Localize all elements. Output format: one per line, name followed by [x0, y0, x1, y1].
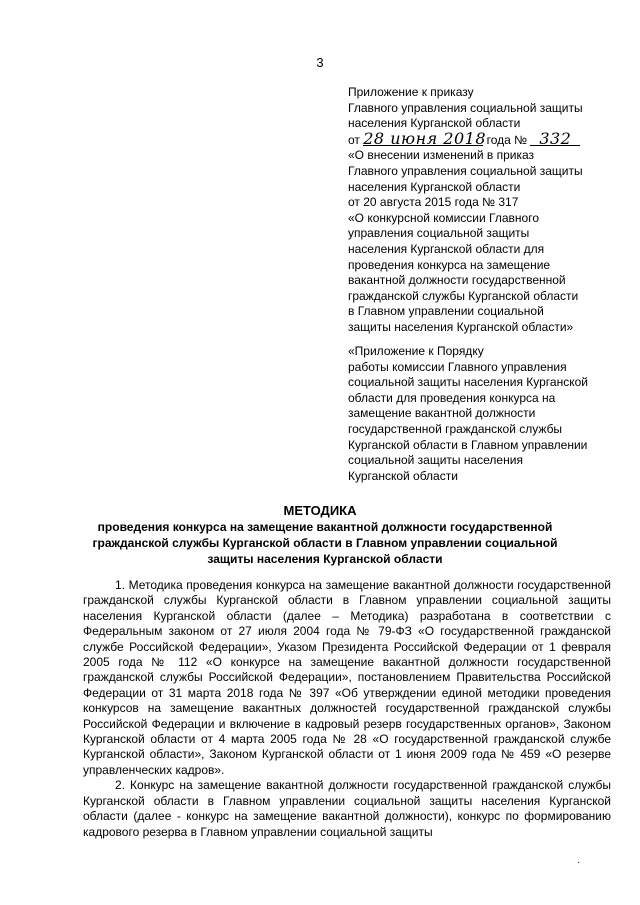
page-number: 3 [316, 55, 324, 70]
appendix2-line: области для проведения конкурса на [348, 390, 556, 405]
scan-speck: · [577, 857, 581, 868]
appendix-header [348, 85, 618, 336]
appendix2-line: Курганской области [348, 468, 458, 483]
appendix-to-order [348, 344, 618, 484]
appendix-line: «О внесении изменений в приказ [348, 148, 534, 163]
handwritten-date: 28 июня 2018 [363, 128, 487, 148]
document-title: МЕТОДИКА [283, 503, 357, 518]
document-body [83, 578, 611, 840]
appendix-line: населения Курганской области [348, 179, 521, 194]
paragraph: 1. Методика проведения конкурса на замещение вакантной должности государственной гражданской службы Курганской области в Главном управлении социальной защиты населения Курганской области (далее – Методика) разработана в соответствии с Федеральным законом от 27 июля 2004 года № 79-ФЗ «О государственной гражданской службе Российской Федерации», Указом Президента Российской Федерации от 1 февраля 2005 года № 112 «О конкурсе на замещение вакантной должности государственной гражданской службы Российской Федерации», постановлением Правительства Российской Федерации от 31 марта 2018 года № 397 «Об утверждении единой методики проведения конкурсов на замещение вакантных должностей государственной гражданской службы Российской Федерации и включение в кадровый резерв государственных органов», Законом Курганской области от 4 марта 2005 года № 28 «О государственной гражданской службе Курганской области», Законом Курганской области от 1 июня 2009 года № 459 «О резерве управленческих кадров». [83, 578, 611, 777]
appendix-line: в Главном управлении социальной [348, 304, 544, 319]
appendix-line: населения Курганской области [348, 116, 521, 131]
appendix-line: гражданской службы Курганской области [348, 288, 579, 303]
appendix2-line: социальной защиты населения Курганской [348, 375, 588, 390]
appendix-line: от 20 августа 2015 года № 317 [348, 195, 519, 210]
appendix-line: Приложение к приказу [348, 85, 474, 99]
appendix2-line: работы комиссии Главного управления [348, 359, 567, 374]
appendix2-line: Курганской области в Главном управлении [348, 437, 588, 452]
paragraph: 2. Конкурс на замещение вакантной должности государственной гражданской службы Курганской области в Главном управлении социальной защиты населения Курганской области (далее - конкурс на замещение вакантной должности), конкурс по формированию кадрового резерва в Главном управлении социальной защиты [83, 778, 611, 839]
handwritten-number: 332 [530, 132, 580, 146]
appendix-date-line [348, 128, 618, 149]
appendix-line: управления социальной защиты [348, 226, 530, 241]
appendix2-line: государственной гражданской службы [348, 421, 563, 436]
appendix-line: Главного управления социальной защиты [348, 100, 583, 115]
appendix-line: населения Курганской области для [348, 241, 545, 256]
appendix2-line: социальной защиты населения [348, 453, 523, 468]
appendix-line: Главного управления социальной защиты [348, 163, 583, 178]
appendix-line: защиты населения Курганской области» [348, 319, 574, 334]
number-label: года № [486, 132, 527, 147]
appendix-line: проведения конкурса на замещение [348, 257, 551, 272]
appendix2-line: «Приложение к Порядку [348, 344, 484, 358]
appendix2-line: замещение вакантной должности [348, 406, 536, 421]
appendix-line: вакантной должности государственной [348, 273, 566, 288]
date-prefix: от [348, 132, 360, 147]
appendix-line: «О конкурсной комиссии Главного [348, 210, 540, 225]
document-subtitle: проведения конкурса на замещение вакантной должности государственной гражданской службы Курганской области в Главном управлении социальной защиты населения Курганской области [92, 520, 558, 566]
